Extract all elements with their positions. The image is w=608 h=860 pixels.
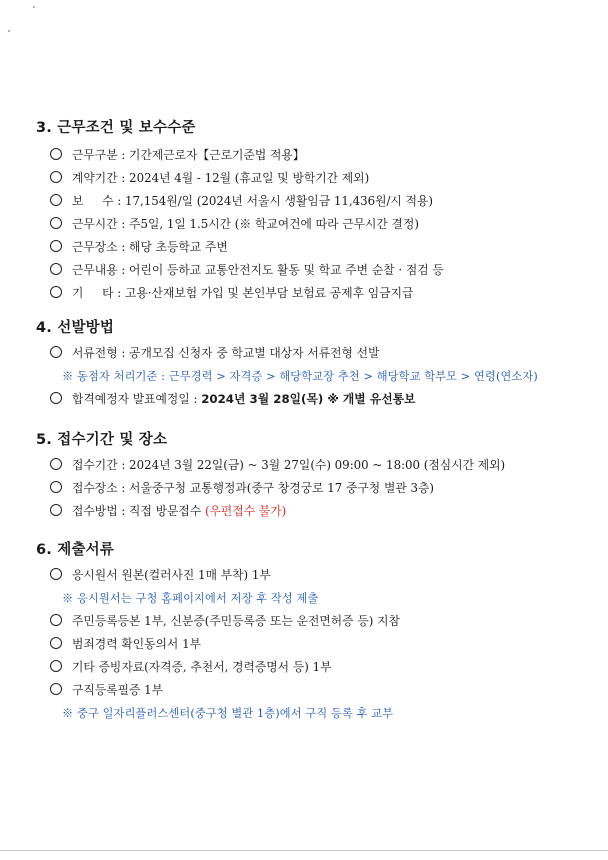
circle-bullet-icon: [50, 240, 62, 252]
section-3: [36, 116, 584, 305]
list-item: 보 수 : 17,154원/일 (2024년 서울시 생활임금 11,436원/시 적용): [36, 190, 584, 213]
list-item: 합격예정자 발표예정일 : 2024년 3월 28일(목) ※ 개별 유선통보: [36, 388, 584, 411]
list-item: 근무시간 : 주5일, 1일 1.5시간 (※ 학교여건에 따라 근무시간 결정): [36, 213, 584, 236]
section-3-title: 3. 근무조건 및 보수수준: [36, 120, 196, 136]
no-mail-notice: (우편접수 불가): [204, 504, 287, 518]
list-item: 주민등록등본 1부, 신분증(주민등록증 또는 운전면허증 등) 지참: [36, 610, 584, 633]
section-6: [36, 538, 584, 725]
list-item: 기타 증빙자료(자격증, 추천서, 경력증명서 등) 1부: [36, 656, 584, 679]
circle-bullet-icon: [50, 148, 62, 160]
list-item: 기 타 : 고용·산재보험 가입 및 본인부담 보험료 공제후 임금지급: [36, 282, 584, 305]
circle-bullet-icon: [50, 481, 62, 493]
circle-bullet-icon: [50, 614, 62, 626]
circle-bullet-icon: [50, 683, 62, 695]
section-5: [36, 428, 584, 523]
scan-speck: [33, 6, 35, 8]
section-4: [36, 316, 584, 411]
circle-bullet-icon: [50, 263, 62, 275]
scan-speck: [8, 30, 10, 32]
circle-bullet-icon: [50, 171, 62, 183]
application-note: ※ 응시원서는 구청 홈페이지에서 저장 후 작성 제출: [62, 592, 319, 605]
list-item: 응시원서 원본(컬러사진 1매 부착) 1부: [36, 564, 584, 587]
section-6-title: 6. 제출서류: [36, 542, 115, 558]
list-item: 접수장소 : 서울중구청 교통행정과(중구 창경궁로 17 중구청 별관 3층): [36, 477, 584, 500]
list-item: 근무장소 : 해당 초등학교 주변: [36, 236, 584, 259]
page-edge-line: [0, 850, 608, 851]
list-item: 계약기간 : 2024년 4월 - 12월 (휴교일 및 방학기간 제외): [36, 167, 584, 190]
list-item: 구직등록필증 1부: [36, 679, 584, 702]
list-item: 접수방법 : 직접 방문접수 (우편접수 불가): [36, 500, 584, 523]
circle-bullet-icon: [50, 392, 62, 404]
section-4-title: 4. 선발방법: [36, 320, 115, 336]
circle-bullet-icon: [50, 346, 62, 358]
circle-bullet-icon: [50, 194, 62, 206]
list-item: 범죄경력 확인동의서 1부: [36, 633, 584, 656]
tie-break-note: ※ 동점자 처리기준 : 근무경력 > 자격증 > 해당학교장 추천 > 해당학교 학부모 > 연령(연소자): [62, 370, 538, 383]
circle-bullet-icon: [50, 504, 62, 516]
circle-bullet-icon: [50, 637, 62, 649]
section-5-title: 5. 접수기간 및 장소: [36, 432, 168, 448]
announcement-date: 2024년 3월 28일(목) ※ 개별 유선통보: [201, 392, 416, 406]
job-registration-note: ※ 중구 일자리플러스센터(중구청 별관 1층)에서 구직 등록 후 교부: [62, 707, 394, 720]
circle-bullet-icon: [50, 660, 62, 672]
list-item: 서류전형 : 공개모집 신청자 중 학교별 대상자 서류전형 선발: [36, 342, 584, 365]
circle-bullet-icon: [50, 458, 62, 470]
list-item: 근무구분 : 기간제근로자【근로기준법 적용】: [36, 144, 584, 167]
circle-bullet-icon: [50, 286, 62, 298]
circle-bullet-icon: [50, 217, 62, 229]
circle-bullet-icon: [50, 568, 62, 580]
list-item: 접수기간 : 2024년 3월 22일(금) ~ 3월 27일(수) 09:00 ~ 18:00 (점심시간 제외): [36, 454, 584, 477]
list-item: 근무내용 : 어린이 등하교 교통안전지도 활동 및 학교 주변 순찰 · 점검 등: [36, 259, 584, 282]
